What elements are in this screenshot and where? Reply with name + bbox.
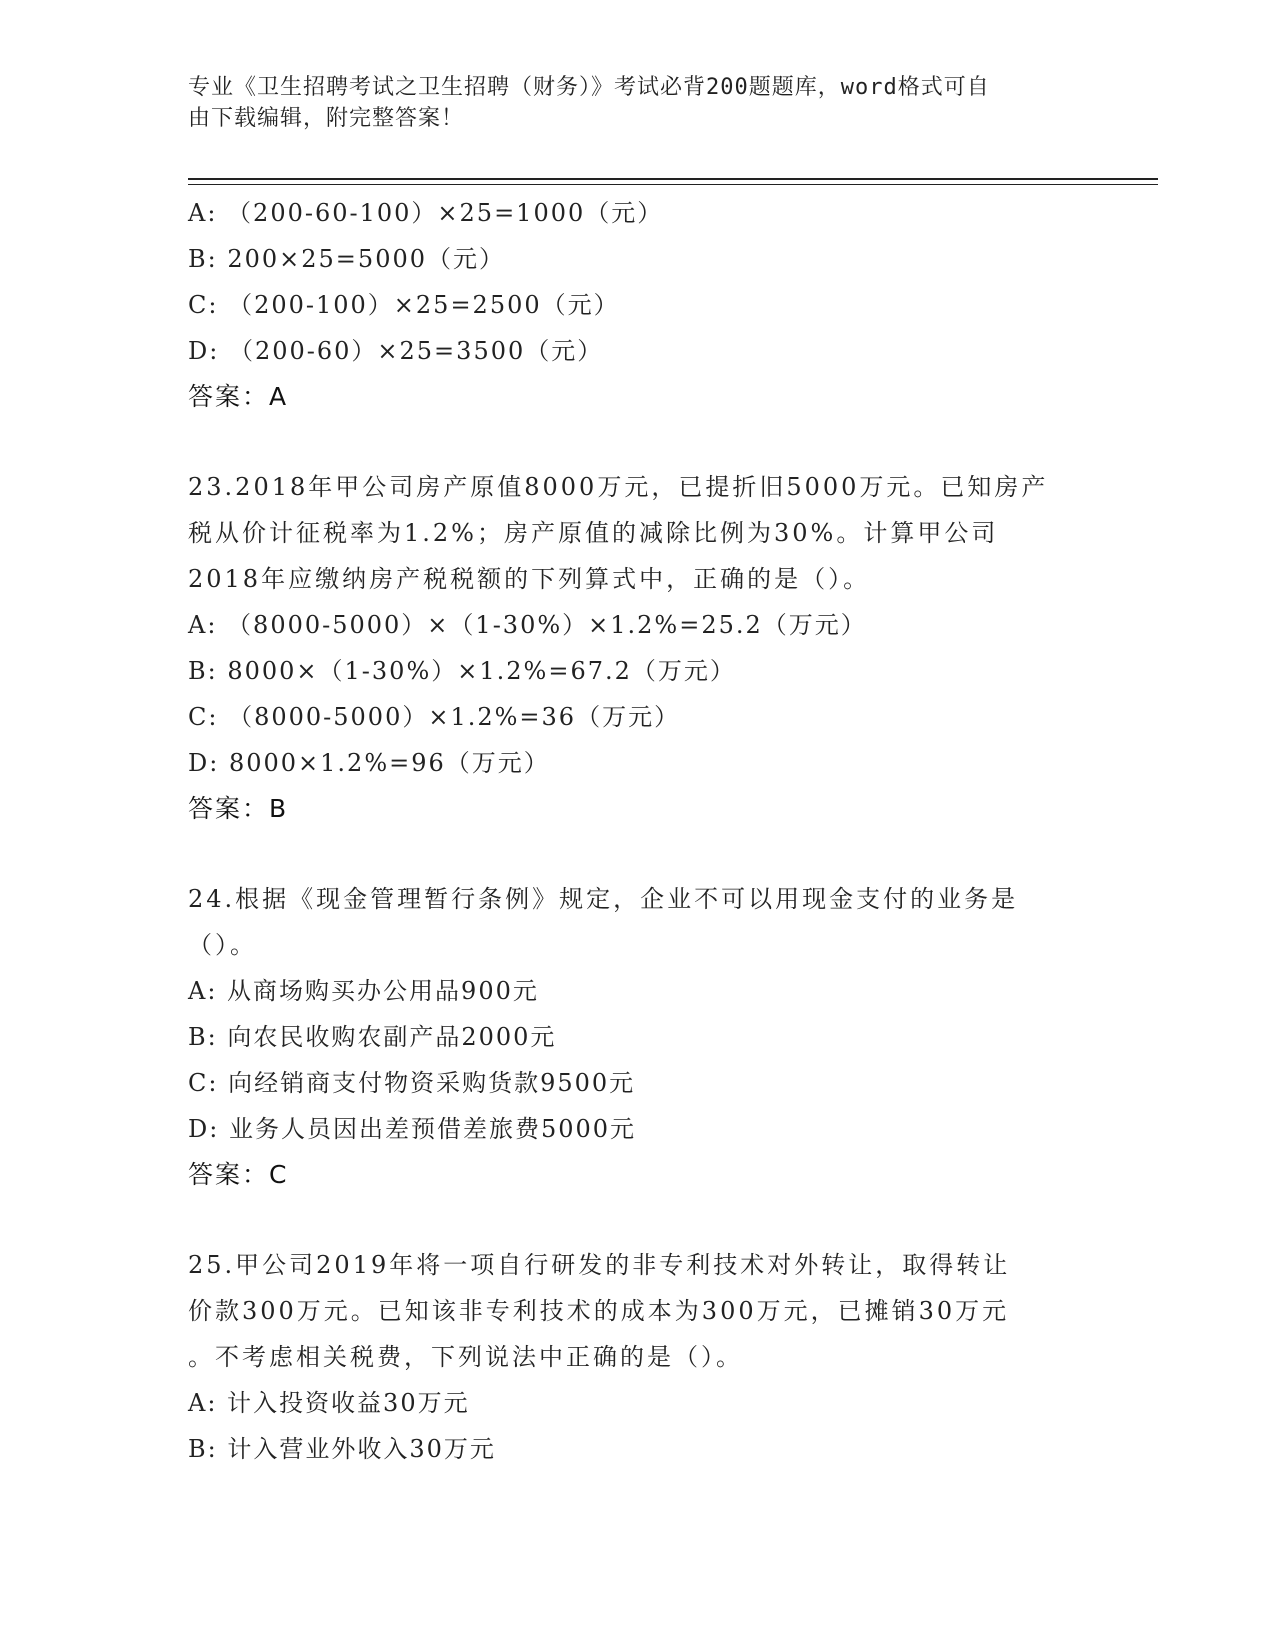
option-d: D: 8000×1.2%=96（万元） — [188, 749, 550, 777]
question-25 — [188, 1242, 1088, 1472]
option-d: D: （200-60）×25=3500（元） — [188, 337, 604, 365]
header-line-2: 由下载编辑，附完整答案！ — [188, 106, 465, 131]
question-22 — [188, 190, 1088, 420]
question-24 — [188, 876, 1088, 1198]
document-header — [188, 72, 1088, 134]
stem-line-2: （）。 — [188, 931, 257, 959]
option-c: C: 向经销商支付物资采购货款9500元 — [188, 1069, 636, 1097]
question-stem — [188, 876, 1088, 968]
header-divider-thick — [188, 178, 1158, 180]
answer-label: 答案：B — [188, 794, 289, 823]
stem-line-3: 2018年应缴纳房产税税额的下列算式中，正确的是（）。 — [188, 565, 871, 593]
question-23 — [188, 464, 1088, 832]
option-c: C: （8000-5000）×1.2%=36（万元） — [188, 703, 681, 731]
header-line-1: 专业《卫生招聘考试之卫生招聘（财务）》考试必背200题题库，word格式可自 — [188, 75, 990, 100]
question-stem — [188, 464, 1088, 602]
answer-label: 答案：C — [188, 1160, 289, 1189]
stem-line-1: 23.2018年甲公司房产原值8000万元，已提折旧5000万元。已知房产 — [188, 473, 1049, 501]
header-divider-thin — [188, 184, 1158, 185]
stem-line-2: 价款300万元。已知该非专利技术的成本为300万元，已摊销30万元 — [188, 1297, 1010, 1325]
option-a: A: 计入投资收益30万元 — [188, 1389, 470, 1417]
option-a: A: （8000-5000）×（1-30%）×1.2%=25.2（万元） — [188, 611, 867, 639]
option-b: B: 8000×（1-30%）×1.2%=67.2（万元） — [188, 657, 736, 685]
option-b: B: 计入营业外收入30万元 — [188, 1435, 496, 1463]
stem-line-3: 。不考虑相关税费，下列说法中正确的是（）。 — [188, 1343, 743, 1371]
option-a: A: （200-60-100）×25=1000（元） — [188, 199, 664, 227]
option-d: D: 业务人员因出差预借差旅费5000元 — [188, 1115, 637, 1143]
option-a: A: 从商场购买办公用品900元 — [188, 977, 539, 1005]
answer-label: 答案：A — [188, 382, 289, 411]
option-b: B: 向农民收购农副产品2000元 — [188, 1023, 557, 1051]
stem-line-1: 25.甲公司2019年将一项自行研发的非专利技术对外转让，取得转让 — [188, 1251, 1011, 1279]
stem-line-1: 24.根据《现金管理暂行条例》规定，企业不可以用现金支付的业务是 — [188, 885, 1019, 913]
question-stem — [188, 1242, 1088, 1380]
stem-line-2: 税从价计征税率为1.2%；房产原值的减除比例为30%。计算甲公司 — [188, 519, 999, 547]
option-c: C: （200-100）×25=2500（元） — [188, 291, 620, 319]
question-list — [188, 190, 1088, 1472]
option-b: B: 200×25=5000（元） — [188, 245, 505, 273]
